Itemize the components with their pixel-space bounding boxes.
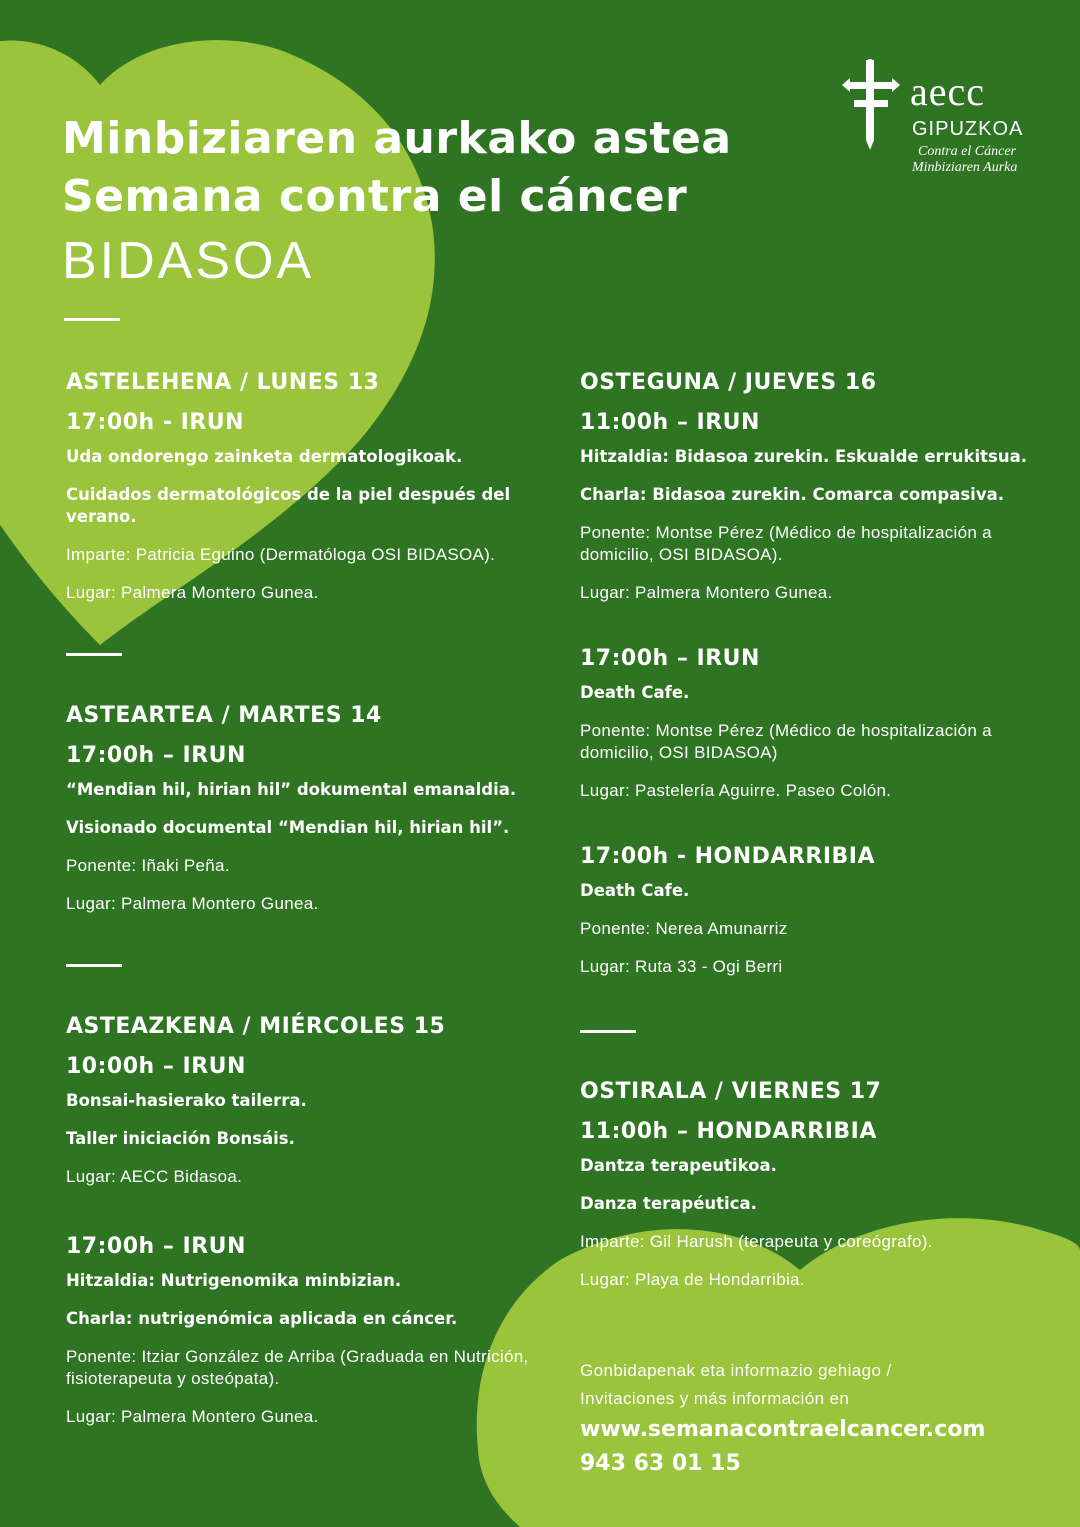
event-time: 11:00h – HONDARRIBIA [580, 1119, 877, 1144]
event-title: Death Cafe. [580, 683, 690, 702]
aecc-logo [840, 58, 1040, 180]
footer-phone[interactable]: 943 63 01 15 [580, 1451, 741, 1476]
event-place: Lugar: Palmera Montero Gunea. [66, 1407, 319, 1426]
monday-section [66, 368, 536, 620]
tuesday-section [66, 701, 536, 931]
logo-tagline-es: Contra el Cáncer [918, 144, 1016, 159]
divider [66, 964, 122, 967]
friday-section [580, 1077, 1050, 1307]
event-place: Lugar: Pastelería Aguirre. Paseo Colón. [580, 781, 892, 800]
day-heading: OSTEGUNA / JUEVES 16 [580, 370, 877, 395]
event-place: Lugar: Ruta 33 - Ogi Berri [580, 957, 783, 976]
event-title-es: Visionado documental “Mendian hil, hirian hil”. [66, 818, 510, 837]
logo-brand: aecc [910, 69, 986, 114]
logo-tagline-eu: Minbiziaren Aurka [912, 160, 1018, 175]
event-place: Lugar: Palmera Montero Gunea. [66, 583, 319, 602]
event-title-eu: Hitzaldia: Nutrigenomika minbizian. [66, 1271, 402, 1290]
event-title-es: Danza terapéutica. [580, 1194, 757, 1213]
footer-info [580, 1357, 1060, 1481]
event-place: Lugar: Palmera Montero Gunea. [66, 894, 319, 913]
event-place: Lugar: Playa de Hondarribia. [580, 1270, 805, 1289]
event-title-eu: “Mendian hil, hirian hil” dokumental emanaldia. [66, 780, 517, 799]
event-title-es: Taller iniciación Bonsáis. [66, 1129, 295, 1148]
event-time: 17:00h – IRUN [66, 743, 246, 768]
cross-of-lorraine-icon [840, 58, 910, 153]
header-title-block [62, 110, 732, 296]
event-speaker: Imparte: Gil Harush (terapeuta y coreógrafo). [580, 1232, 933, 1251]
event-speaker: Imparte: Patricia Eguino (Dermatóloga OSI BIDASOA). [66, 545, 496, 564]
event-title-eu: Hitzaldia: Bidasoa zurekin. Eskualde errukitsua. [580, 447, 1028, 466]
event-title-eu: Dantza terapeutikoa. [580, 1156, 777, 1175]
event-speaker: Ponente: Itziar González de Arriba (Graduada en Nutrición, fisioterapeuta y osteópata). [66, 1347, 529, 1388]
wednesday-section [66, 1012, 536, 1444]
event-speaker: Ponente: Iñaki Peña. [66, 856, 230, 875]
event-title-es: Charla: nutrigenómica aplicada en cáncer. [66, 1309, 458, 1328]
footer-invite-eu: Gonbidapenak eta informazio gehiago / [580, 1361, 892, 1380]
event-time: 17:00h - HONDARRIBIA [580, 844, 876, 869]
event-title: Death Cafe. [580, 881, 690, 900]
day-heading: ASTEARTEA / MARTES 14 [66, 703, 382, 728]
event-speaker: Ponente: Nerea Amunarriz [580, 919, 788, 938]
event-time: 17:00h – IRUN [580, 646, 760, 671]
event-place: Lugar: Palmera Montero Gunea. [580, 583, 833, 602]
thursday-section [580, 368, 1050, 994]
divider [64, 318, 120, 321]
day-heading: ASTEAZKENA / MIÉRCOLES 15 [66, 1014, 446, 1039]
event-title-es: Cuidados dermatológicos de la piel después del verano. [66, 485, 511, 526]
logo-region: GIPUZKOA [912, 118, 1024, 140]
footer-invite-es: Invitaciones y más información en [580, 1389, 850, 1408]
event-time: 17:00h - IRUN [66, 410, 245, 435]
day-heading: OSTIRALA / VIERNES 17 [580, 1079, 882, 1104]
day-heading: ASTELEHENA / LUNES 13 [66, 370, 380, 395]
divider [66, 653, 122, 656]
event-speaker: Ponente: Montse Pérez (Médico de hospitalización a domicilio, OSI BIDASOA) [580, 721, 992, 762]
divider [580, 1030, 636, 1033]
title-region: BIDASOA [62, 232, 315, 290]
title-basque: Minbiziaren aurkako astea [62, 113, 732, 164]
event-time: 11:00h – IRUN [580, 410, 760, 435]
event-title-es: Charla: Bidasoa zurekin. Comarca compasiva. [580, 485, 1004, 504]
title-spanish: Semana contra el cáncer [62, 171, 688, 222]
event-speaker: Ponente: Montse Pérez (Médico de hospitalización a domicilio, OSI BIDASOA). [580, 523, 992, 564]
event-title-eu: Bonsai-hasierako tailerra. [66, 1091, 307, 1110]
event-title-eu: Uda ondorengo zainketa dermatologikoak. [66, 447, 463, 466]
event-time: 10:00h – IRUN [66, 1054, 246, 1079]
footer-website-link[interactable]: www.semanacontraelcancer.com [580, 1417, 986, 1442]
event-place: Lugar: AECC Bidasoa. [66, 1167, 243, 1186]
event-time: 17:00h – IRUN [66, 1234, 246, 1259]
